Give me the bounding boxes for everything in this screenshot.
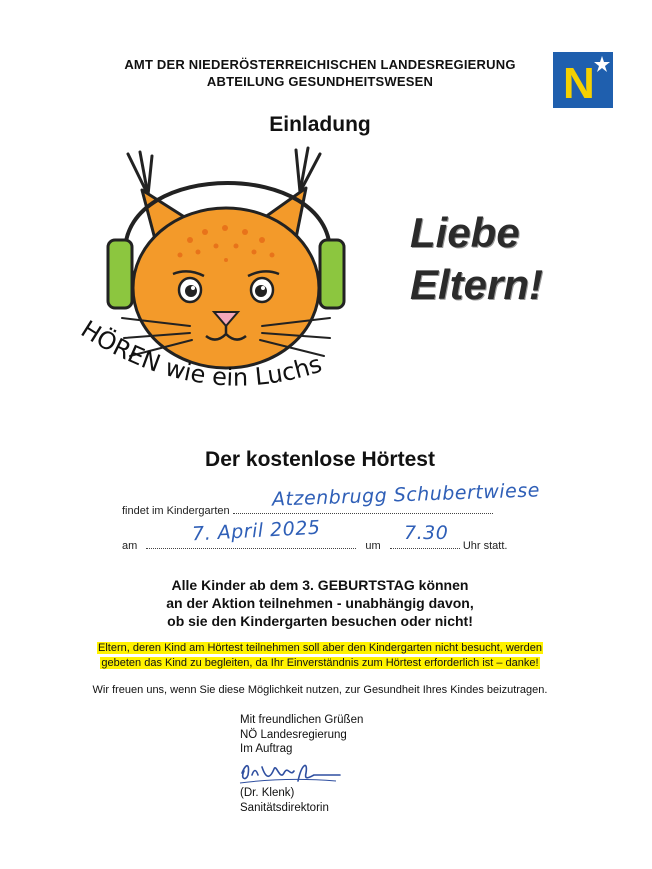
svg-text:N: N: [563, 59, 595, 108]
closing-line-1: Mit freundlichen Grüßen: [240, 714, 364, 726]
notice-line-1: Alle Kinder ab dem 3. GEBURTSTAG können: [171, 577, 469, 593]
greeting-line-1: Liebe: [410, 209, 520, 256]
authority-header: [100, 56, 540, 90]
signer-role: Sanitätsdirektorin: [240, 801, 329, 814]
logo-slogan: HÖREN wie ein Luchs: [76, 315, 326, 392]
kindergarten-value: Atzenbrugg Schubertwiese: [271, 479, 541, 511]
highlight-line-1: Eltern, deren Kind am Hörtest teilnehmen soll aber den Kindergarten nicht besucht, werden: [98, 642, 542, 654]
page-title: Einladung: [269, 113, 371, 136]
kindergarten-label: findet im Kindergarten: [122, 505, 230, 517]
authority-name: AMT DER NIEDERÖSTERREICHISCHEN LANDESREGIERUNG: [124, 57, 516, 72]
closing-line-3: Im Auftrag: [240, 743, 293, 755]
date-label: am: [122, 540, 138, 552]
date-time-line: [122, 538, 507, 552]
eligibility-notice: [100, 576, 540, 630]
notice-line-3: ob sie den Kindergarten besuchen oder nicht!: [167, 613, 473, 629]
closing-line-2: NÖ Landesregierung: [240, 728, 347, 741]
date-value: 7. April 2025: [191, 516, 321, 546]
signature-icon: [236, 755, 346, 789]
signoff-block: [240, 786, 440, 815]
lynx-headphones-illustration: [30, 140, 390, 430]
noe-logo-icon: [553, 52, 613, 108]
time-value: 7.30: [404, 522, 449, 544]
time-label: um: [365, 540, 381, 552]
highlighted-parent-notice: [60, 641, 580, 671]
closing-block: [240, 713, 440, 757]
greeting-line-2: Eltern!: [410, 261, 544, 308]
signer-name: (Dr. Klenk): [240, 787, 295, 799]
notice-line-2: an der Aktion teilnehmen - unabhängig davon,: [166, 595, 474, 611]
department-name: ABTEILUNG GESUNDHEITSWESEN: [206, 74, 434, 89]
thanks-text: Wir freuen uns, wenn Sie diese Möglichkeit nutzen, zur Gesundheit Ihres Kindes beizutragen.: [92, 684, 548, 696]
time-suffix: Uhr statt.: [462, 540, 508, 552]
greeting: [410, 207, 610, 311]
highlight-line-2: gebeten das Kind zu begleiten, da Ihr Einverständnis zum Hörtest erforderlich ist – danke!: [101, 657, 539, 669]
subtitle: Der kostenlose Hörtest: [205, 448, 435, 471]
